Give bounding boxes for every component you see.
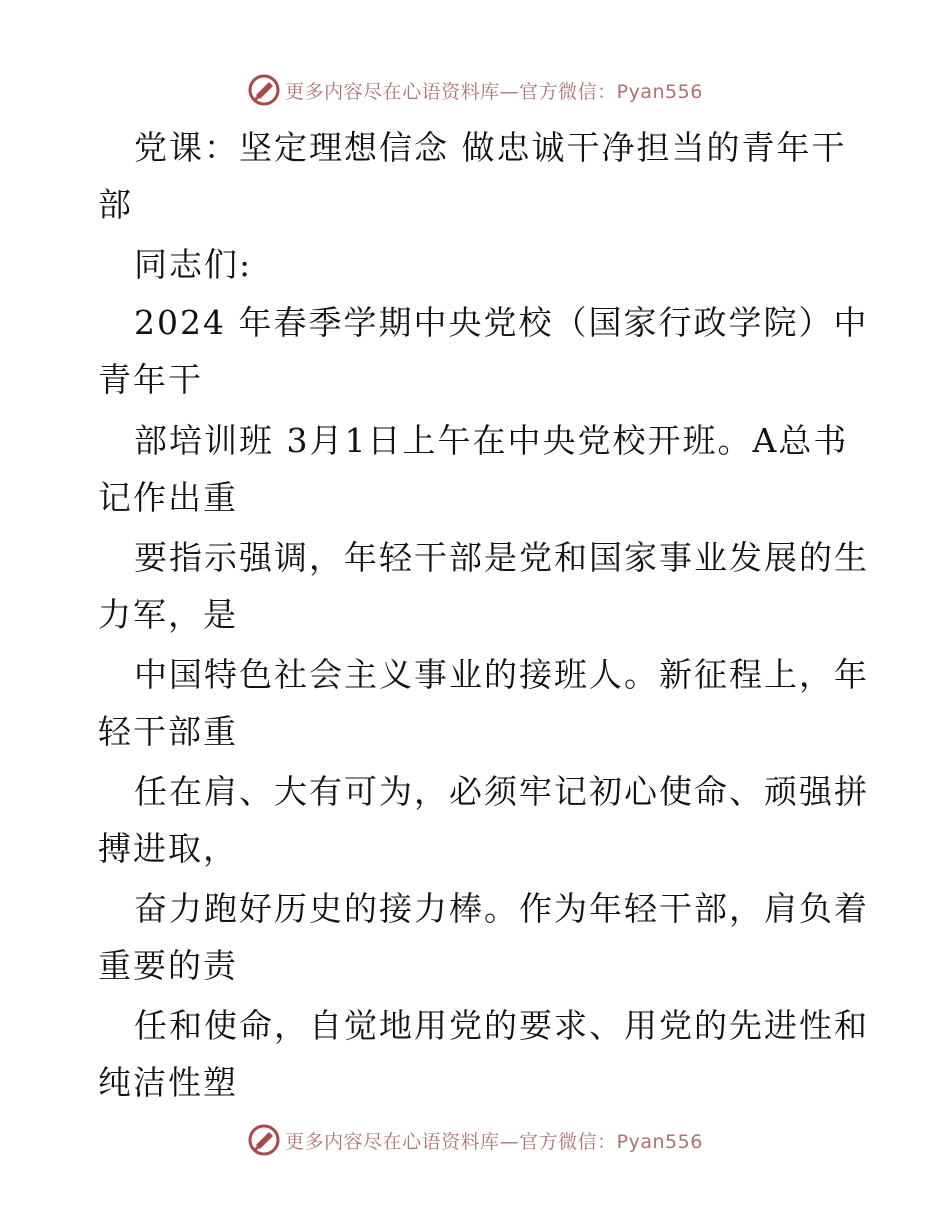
footer-watermark — [0, 1120, 950, 1160]
doc-line: 部 — [98, 185, 133, 224]
doc-line: 纯洁性塑 — [98, 1063, 238, 1102]
doc-line: 任在肩、大有可为，必须牢记初心使命、顽强拼 — [134, 772, 869, 811]
doc-line: 青年干 — [98, 360, 203, 399]
doc-line: 任和使命，自觉地用党的要求、用党的先进性和 — [134, 1006, 869, 1045]
watermark-text: 更多内容尽在心语资料库—官方微信：Pyan556 — [285, 1130, 703, 1153]
doc-line: 中国特色社会主义事业的接班人。新征程上，年 — [134, 655, 869, 694]
doc-line: 部培训班 3月1日上午在中央党校开班。A总书 — [134, 421, 849, 460]
doc-line: 奋力跑好历史的接力棒。作为年轻干部，肩负着 — [134, 889, 869, 928]
doc-line: 记作出重 — [98, 478, 238, 517]
doc-line: 力军，是 — [98, 595, 238, 634]
doc-line: 搏进取， — [98, 829, 238, 868]
doc-line: 2024 年春季学期中央党校（国家行政学院）中 — [134, 303, 869, 342]
doc-line: 要指示强调，年轻干部是党和国家事业发展的生 — [134, 538, 869, 577]
watermark-text: 更多内容尽在心语资料库—官方微信：Pyan556 — [285, 80, 703, 103]
doc-line: 轻干部重 — [98, 712, 238, 751]
doc-line: 重要的责 — [98, 946, 238, 985]
doc-line: 党课：坚定理想信念 做忠诚干净担当的青年干 — [134, 128, 847, 167]
doc-line: 同志们: — [134, 245, 253, 284]
seal-logo-icon — [247, 1123, 281, 1157]
